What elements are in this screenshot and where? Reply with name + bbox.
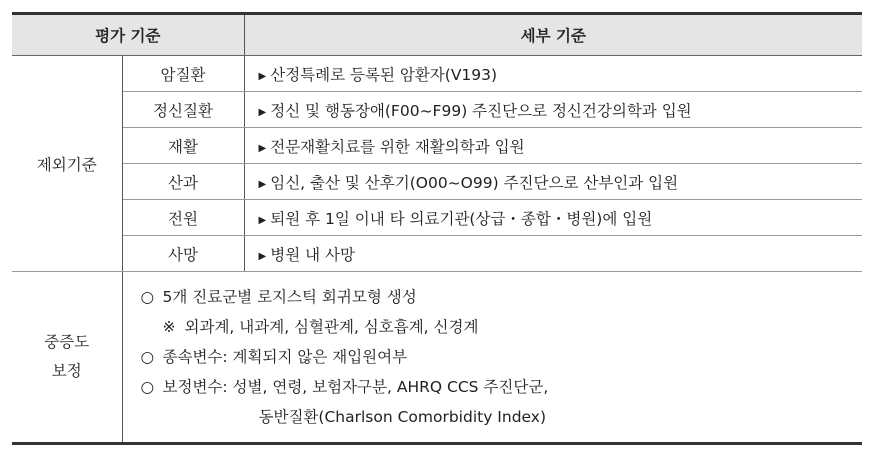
- criteria-table-wrapper: [12, 12, 862, 445]
- exclusion-sub-death: 사망: [122, 236, 244, 272]
- exclusion-sub-transfer: 전원: [122, 200, 244, 236]
- triangle-bullet-icon: ▶: [258, 214, 267, 226]
- header-evaluation-criteria: 평가 기준: [12, 14, 244, 56]
- exclusion-row: [12, 92, 862, 128]
- exclusion-sub-cancer: 암질환: [122, 56, 244, 92]
- exclusion-row: [12, 128, 862, 164]
- header-detail-criteria: 세부 기준: [244, 14, 862, 56]
- exclusion-sub-psychiatric: 정신질환: [122, 92, 244, 128]
- adjustment-line: ○ 종속변수: 계획되지 않은 재입원여부: [141, 342, 863, 372]
- triangle-bullet-icon: ▶: [258, 70, 267, 82]
- reference-mark-icon: ※: [162, 318, 176, 336]
- exclusion-criterion: ▶ 병원 내 사망: [244, 236, 862, 272]
- adjustment-continuation-line: 동반질환(Charlson Comorbidity Index): [258, 408, 547, 426]
- header-row: [12, 14, 862, 56]
- exclusion-sub-rehab: 재활: [122, 128, 244, 164]
- circle-bullet-icon: ○: [140, 378, 155, 396]
- adjustment-row: [12, 272, 862, 444]
- adjustment-category: 중증도 보정: [12, 272, 122, 444]
- circle-bullet-icon: ○: [140, 348, 155, 366]
- adjustment-line: ○ 보정변수: 성별, 연령, 보험자구분, AHRQ CCS 주진단군,: [141, 372, 863, 402]
- exclusion-row: [12, 236, 862, 272]
- exclusion-criterion: ▶ 임신, 출산 및 산후기(O00~O99) 주진단으로 산부인과 입원: [244, 164, 862, 200]
- exclusion-criterion: ▶ 정신 및 행동장애(F00~F99) 주진단으로 정신건강의학과 입원: [244, 92, 862, 128]
- triangle-bullet-icon: ▶: [258, 142, 267, 154]
- triangle-bullet-icon: ▶: [258, 106, 267, 118]
- adjustment-note-line: ※ 외과계, 내과계, 심혈관계, 심호흡계, 신경계: [141, 312, 863, 342]
- exclusion-row: [12, 200, 862, 236]
- exclusion-category: 제외기준: [12, 56, 122, 272]
- exclusion-criterion: ▶ 퇴원 후 1일 이내 타 의료기관(상급・종합・병원)에 입원: [244, 200, 862, 236]
- exclusion-row: [12, 56, 862, 92]
- adjustment-details: [122, 272, 862, 444]
- triangle-bullet-icon: ▶: [258, 178, 267, 190]
- exclusion-row: [12, 164, 862, 200]
- exclusion-criterion: ▶ 전문재활치료를 위한 재활의학과 입원: [244, 128, 862, 164]
- circle-bullet-icon: ○: [140, 288, 155, 306]
- exclusion-criterion: ▶ 산정특례로 등록된 암환자(V193): [244, 56, 862, 92]
- adjustment-line: ○ 5개 진료군별 로지스틱 회귀모형 생성: [141, 282, 863, 312]
- exclusion-sub-obstetrics: 산과: [122, 164, 244, 200]
- triangle-bullet-icon: ▶: [258, 250, 267, 262]
- criteria-table: [12, 12, 862, 445]
